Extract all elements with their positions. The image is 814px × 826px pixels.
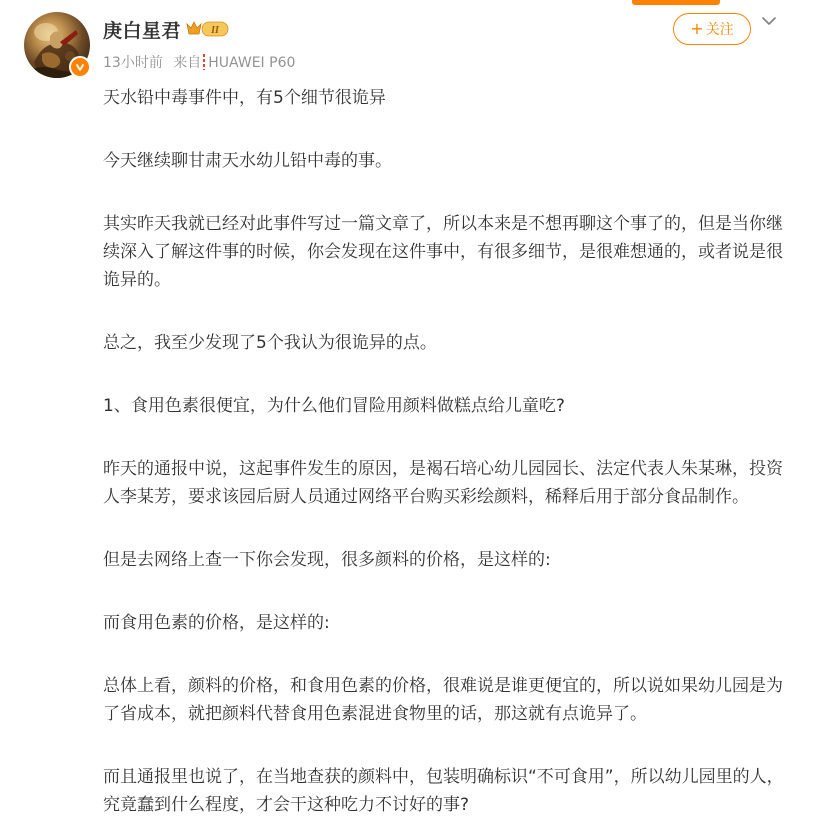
post-paragraph: 总体上看，颜料的价格，和食用色素的价格，很难说是谁更便宜的，所以说如果幼儿园是为了省成本，就把颜料代替食用色素混进食物里的话，那这就有点诡异了。 (103, 676, 783, 724)
chevron-down-icon (760, 12, 778, 30)
post-time[interactable]: 13小时前 (103, 55, 163, 71)
avatar[interactable] (24, 12, 90, 78)
user-name[interactable]: 庚白星君 (103, 20, 182, 42)
post-meta (103, 52, 295, 72)
post-paragraph: 总之，我至少发现了5个我认为很诡异的点。 (103, 333, 437, 353)
post-paragraph: 其实昨天我就已经对此事件写过一篇文章了，所以本来是不想再聊这个事了的，但是当你继续深入了解这件事的时候，你会发现在这件事中，有很多细节，是很难想通的，或者说是很诡异的。 (103, 214, 783, 290)
source-separator (203, 54, 205, 70)
follow-button[interactable] (673, 13, 751, 45)
post-content (103, 84, 787, 826)
top-scroll-indicator (632, 0, 720, 5)
post-header (24, 12, 804, 82)
from-label: 来自 (173, 55, 202, 71)
post-paragraph: 昨天的通报中说，这起事件发生的原因，是褐石培心幼儿园园长、法定代表人朱某琳，投资人李某芳，要求该园后厨人员通过网络平台购买彩绘颜料，稀释后用于部分食品制作。 (103, 459, 783, 507)
post-device: HUAWEI P60 (208, 55, 296, 71)
vip-crown-badge-icon[interactable] (185, 18, 231, 38)
post-paragraph: 1、食用色素很便宜，为什么他们冒险用颜料做糕点给儿童吃? (103, 396, 565, 416)
vip-level-text: II (211, 25, 219, 36)
plus-icon: + (690, 19, 704, 38)
verified-badge-icon (69, 56, 91, 78)
post-paragraph: 今天继续聊甘肃天水幼儿铅中毒的事。 (103, 151, 392, 171)
post-paragraph: 而食用色素的价格，是这样的: (103, 613, 330, 633)
follow-label: 关注 (705, 22, 734, 38)
post-paragraph: 天水铅中毒事件中，有5个细节很诡异 (103, 88, 386, 108)
more-options-button[interactable] (760, 12, 778, 30)
post-paragraph: 而且通报里也说了，在当地查获的颜料中，包装明确标识“不可食用”，所以幼儿园里的人，究竟蠢到什么程度，才会干这种吃力不讨好的事? (103, 767, 784, 815)
post-paragraph: 但是去网络上查一下你会发现，很多颜料的价格，是这样的: (103, 550, 551, 570)
